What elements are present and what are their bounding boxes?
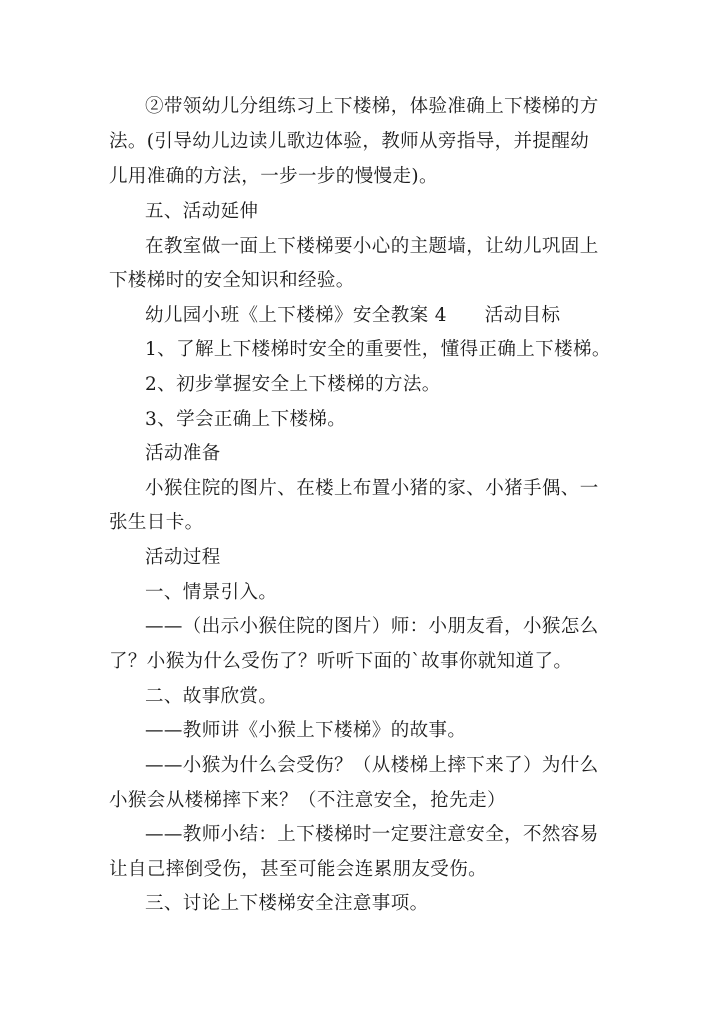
lesson-title: 幼儿园小班《上下楼梯》安全教案 4 活动目标 [145, 305, 561, 326]
paragraph-line: 下楼梯时的安全知识和经验。 [109, 270, 355, 291]
section-heading: 二、故事欣赏。 [145, 686, 278, 707]
paragraph-line: 小猴会从楼梯摔下来？（不注意安全，抢先走） [109, 790, 506, 811]
paragraph-line: 让自己摔倒受伤，甚至可能会连累朋友受伤。 [109, 859, 488, 880]
section-heading: 一、情景引入。 [145, 582, 278, 603]
section-heading: 活动过程 [145, 547, 221, 568]
paragraph-line: 小猴住院的图片、在楼上布置小猪的家、小猪手偶、一 [145, 478, 599, 499]
paragraph-line: 儿用准确的方法，一步一步的慢慢走)。 [109, 166, 438, 187]
paragraph-line: 法。(引导幼儿边读儿歌边体验，教师从旁指导，并提醒幼 [109, 131, 590, 152]
section-heading: 五、活动延伸 [145, 201, 259, 222]
list-item: 2、初步掌握安全上下楼梯的方法。 [145, 374, 441, 395]
paragraph-line: ②带领幼儿分组练习上下楼梯，体验准确上下楼梯的方 [145, 96, 599, 117]
list-item: 3、学会正确上下楼梯。 [145, 409, 347, 430]
paragraph-line: 了？小猴为什么受伤了？听听下面的`故事你就知道了。 [109, 651, 573, 672]
paragraph-line: ——教师讲《小猴上下楼梯》的故事。 [145, 720, 467, 741]
section-heading: 三、讨论上下楼梯安全注意事项。 [145, 893, 429, 914]
paragraph-line: ——（出示小猴住院的图片）师：小朋友看，小猴怎么 [145, 616, 599, 637]
paragraph-line: ——教师小结：上下楼梯时一定要注意安全，不然容易 [145, 824, 599, 845]
paragraph-line: 张生日卡。 [109, 512, 204, 533]
paragraph-line: ——小猴为什么会受伤？（从楼梯上摔下来了）为什么 [145, 755, 599, 776]
section-heading: 活动准备 [145, 443, 221, 464]
paragraph-line: 在教室做一面上下楼梯要小心的主题墙，让幼儿巩固上 [145, 236, 599, 257]
list-item: 1、了解上下楼梯时安全的重要性，懂得正确上下楼梯。 [145, 339, 611, 360]
